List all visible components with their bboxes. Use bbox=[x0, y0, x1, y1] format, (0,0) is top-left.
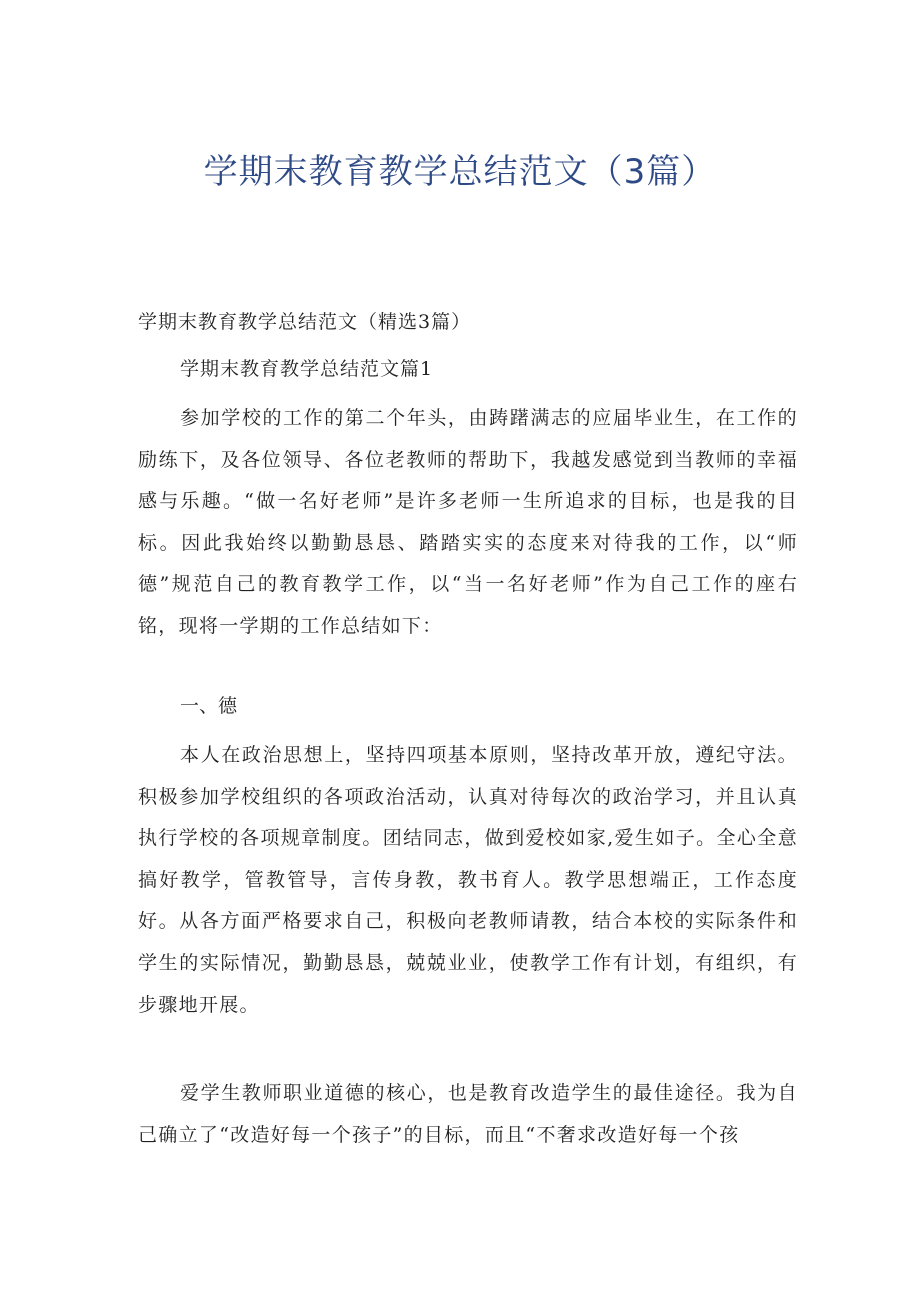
subheading-de: 一、德 bbox=[180, 695, 238, 717]
paragraph-love-students: 爱学生教师职业道德的核心，也是教育改造学生的最佳途径。我为自己确立了“改造好每一个孩子”的目标，而且“不奢求改造好每一个孩 bbox=[138, 1082, 798, 1146]
paragraph-intro: 参加学校的工作的第二个年头，由踌躇满志的应届毕业生，在工作的励练下，及各位领导、各位老教师的帮助下，我越发感觉到当教师的幸福感与乐趣。“做一名好老师”是许多老师一生所追求的目标，也是我的目标。因此我始终以勤勤恳恳、踏踏实实的态度来对待我的工作，以“师德”规范自己的教育教学工作，以“当一名好老师”作为自己工作的座右铭，现将一学期的工作总结如下： bbox=[138, 407, 798, 637]
paragraph-de: 本人在政治思想上，坚持四项基本原则，坚持改革开放，遵纪守法。积极参加学校组织的各项政治活动，认真对待每次的政治学习，并且认真执行学校的各项规章制度。团结同志，做到爱校如家,爱生如子。全心全意搞好教学，管教管导，言传身教，教书育人。教学思想端正，工作态度好。从各方面严格要求自己，积极向老教师请教，结合本校的实际条件和学生的实际情况，勤勤恳恳，兢兢业业，使教学工作有计划，有组织，有步骤地开展。 bbox=[138, 744, 798, 1016]
document-subtitle: 学期末教育教学总结范文（精选3篇） bbox=[138, 311, 472, 333]
document-title: 学期末教育教学总结范文（3篇） bbox=[203, 152, 717, 192]
section-heading: 学期末教育教学总结范文篇1 bbox=[180, 358, 434, 380]
